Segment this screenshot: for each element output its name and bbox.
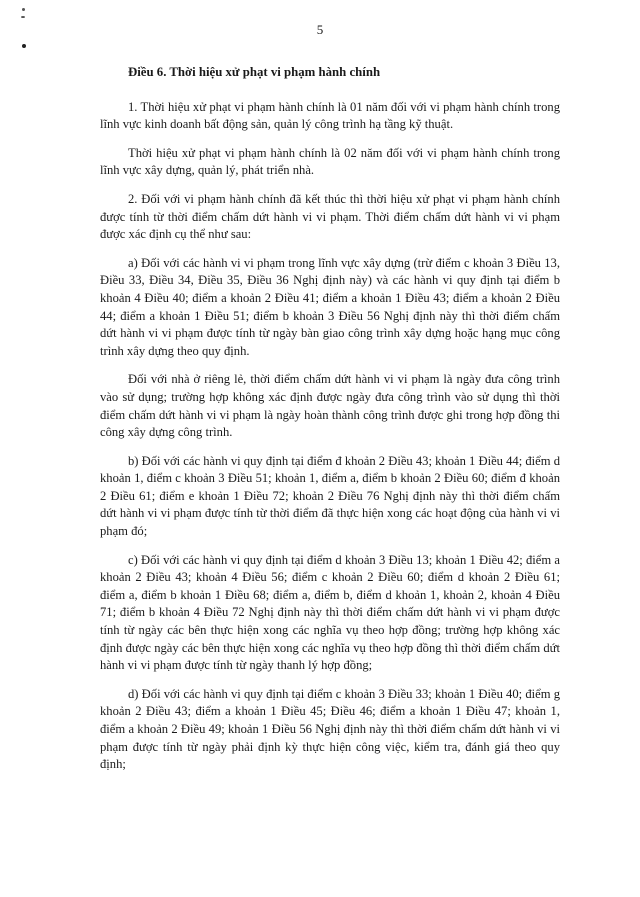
article-heading: Điều 6. Thời hiệu xử phạt vi phạm hành chính — [128, 65, 381, 79]
paragraph: b) Đối với các hành vi quy định tại điểm đ khoản 2 Điều 43; khoản 1 Điều 44; điểm d khoản 1, điểm c khoản 3 Điều 51; khoản 1, điểm a, điểm b khoản 2 Điều 60; điểm đ khoản 2 Điều 61; điểm e khoản 1 Điều 72; khoản 2 Điều 76 Nghị định này thì thời điểm chấm dứt hành vi vi phạm được tính từ thời điểm đã thực hiện xong các hoạt động của hành vi vi phạm đó; — [100, 453, 560, 539]
paragraph: a) Đối với các hành vi vi phạm trong lĩnh vực xây dựng (trừ điểm c khoản 3 Điều 13, Điều 33, Điều 34, Điều 35, Điều 36 Nghị định này) và các hành vi quy định tại điểm b khoản 4 Điều 40; điểm a khoản 2 Điều 41; điểm a khoản 1 Điều 43; điểm a khoản 2 Điều 44; điểm a khoản 1 Điều 51; điểm b khoản 3 Điều 56 Nghị định này thì thời điểm chấm dứt hành vi vi phạm được tính từ ngày bàn giao công trình xây dựng hoặc hạng mục công trình xây dựng theo quy định. — [100, 255, 560, 358]
paragraph: Đối với nhà ở riêng lẻ, thời điểm chấm dứt hành vi vi phạm là ngày đưa công trình vào sử dụng; trường hợp không xác định được ngày đưa công trình vào sử dụng thì thời điểm chấm dứt hành vi vi phạm là ngày hoàn thành công trình được ghi trong hợp đồng thi công xây dựng công trình. — [100, 372, 560, 440]
page-number: 5 — [316, 22, 324, 37]
paragraph: 1. Thời hiệu xử phạt vi phạm hành chính là 01 năm đối với vi phạm hành chính trong lĩnh vực kinh doanh bất động sản, quản lý công trình hạ tầng kỹ thuật. — [100, 99, 560, 132]
scan-mark — [22, 8, 25, 11]
paragraph: c) Đối với các hành vi quy định tại điểm d khoản 3 Điều 13; khoản 1 Điều 42; điểm a khoản 2 Điều 43; khoản 4 Điều 56; điểm c khoản 2 Điều 60; điểm d khoản 2 Điều 61; điểm a, điểm b khoản 1 Điều 68; điểm a, điểm b, điểm d khoản 1, khoản 2, khoản 4 Điều 71; điểm b khoản 4 Điều 72 Nghị định này thì thời điểm chấm dứt hành vi vi phạm được tính từ ngày các bên thực hiện xong các nghĩa vụ theo hợp đồng; trường hợp không xác định được ngày các bên thực hiện xong các nghĩa vụ theo hợp đồng thì thời điểm chấm dứt hành vi vi phạm được tính từ ngày thanh lý hợp đồng; — [100, 552, 560, 673]
paragraph: 2. Đối với vi phạm hành chính đã kết thúc thì thời hiệu xử phạt vi phạm hành chính được tính từ thời điểm chấm dứt hành vi vi phạm. Thời điểm chấm dứt hành vi vi phạm được xác định cụ thể như sau: — [100, 191, 560, 242]
document-body — [100, 64, 560, 785]
scan-mark — [22, 44, 26, 48]
paragraph: Thời hiệu xử phạt vi phạm hành chính là 02 năm đối với vi phạm hành chính trong lĩnh vực xây dựng, quản lý, phát triển nhà. — [100, 145, 560, 178]
paragraph: d) Đối với các hành vi quy định tại điểm c khoản 3 Điều 33; khoản 1 Điều 40; điểm g khoản 2 Điều 43; điểm a khoản 1 Điều 45; Điều 46; điểm a khoản 1 Điều 47; khoản 1, điểm a khoản 2 Điều 49; khoản 1 Điều 56 Nghị định này thì thời điểm chấm dứt hành vi vi phạm được tính từ ngày phải định kỳ thực hiện công việc, kiểm tra, đánh giá theo quy định; — [100, 686, 560, 772]
scan-mark — [21, 16, 25, 18]
